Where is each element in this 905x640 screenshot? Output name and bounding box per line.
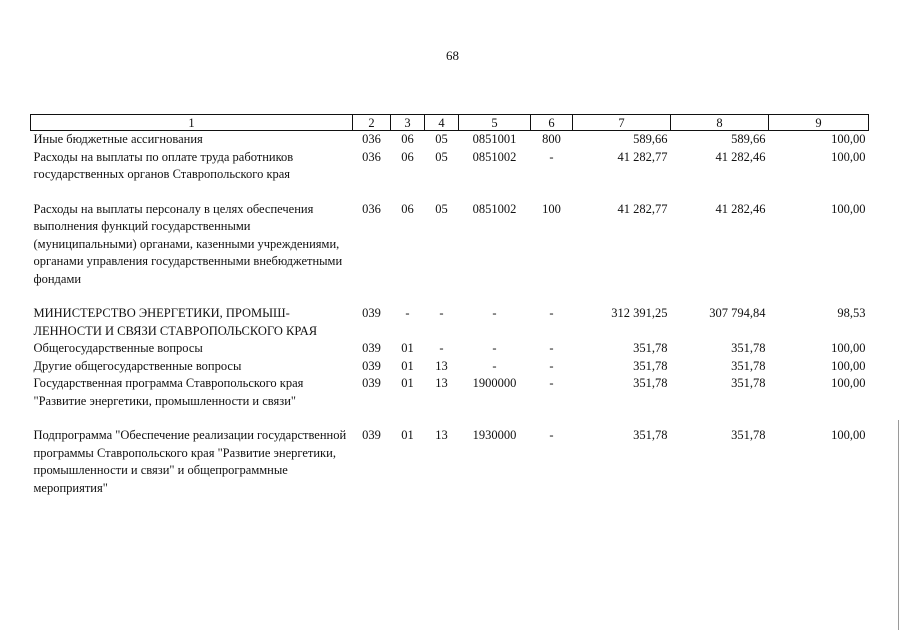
- row-c5: 0851001: [472, 132, 517, 146]
- header-cell-3: 3: [391, 115, 425, 131]
- row-c5: 1930000: [472, 428, 517, 442]
- row-c5: 0851002: [472, 149, 517, 164]
- row-c3: 01: [401, 376, 414, 390]
- row-c9: 100,00: [831, 428, 866, 442]
- row-c8: 307 794,84: [709, 306, 766, 320]
- header-row: [31, 115, 869, 131]
- header-cell-8: 8: [671, 115, 769, 131]
- table-row: [31, 358, 869, 376]
- budget-table: [30, 114, 869, 497]
- row-c8: 351,78: [731, 428, 766, 442]
- row-c8: 589,66: [731, 132, 766, 146]
- row-c9: 100,00: [831, 132, 866, 146]
- row-c6: -: [549, 306, 554, 320]
- header-cell-5: 5: [459, 115, 531, 131]
- row-c3: -: [405, 306, 410, 320]
- row-c7: 312 391,25: [611, 306, 668, 320]
- row-c2: 039: [362, 376, 381, 390]
- row-c6: -: [549, 149, 554, 164]
- row-c4: 13: [435, 428, 448, 442]
- row-c8: 351,78: [731, 376, 766, 390]
- row-c5: -: [492, 306, 497, 320]
- row-c6: -: [549, 358, 554, 373]
- row-c6: 100: [542, 201, 561, 216]
- row-c5: -: [492, 358, 497, 373]
- row-c7: 351,78: [633, 376, 668, 390]
- row-c2: 039: [362, 428, 381, 442]
- row-name: МИНИСТЕРСТВО ЭНЕРГЕТИКИ, ПРОМЫШ-ЛЕННОСТИ И СВЯЗИ СТАВРОПОЛЬСКОГО КРАЯ: [33, 306, 318, 338]
- row-c4: -: [439, 306, 444, 320]
- table-row: [31, 305, 869, 340]
- table-row: [31, 131, 869, 149]
- row-name: Расходы на выплаты по оплате труда работников государственных органов Ставропольского края: [33, 149, 294, 181]
- header-cell-6: 6: [531, 115, 573, 131]
- row-c2: 039: [362, 306, 381, 320]
- row-c4: 13: [435, 358, 448, 373]
- row-c3: 06: [401, 201, 414, 216]
- row-c4: 13: [435, 376, 448, 390]
- table-row: [31, 340, 869, 358]
- row-c4: 05: [435, 201, 448, 216]
- header-cell-2: 2: [353, 115, 391, 131]
- page-number: 68: [446, 48, 459, 63]
- row-name: Государственная программа Ставропольского края "Развитие энергетики, промышленности и связи": [33, 376, 304, 408]
- row-c2: 039: [362, 341, 381, 355]
- row-c7: 589,66: [633, 132, 668, 146]
- row-c7: 351,78: [633, 358, 668, 373]
- row-c3: 01: [401, 428, 414, 442]
- row-c7: 41 282,77: [617, 149, 668, 164]
- row-c7: 41 282,77: [617, 201, 668, 216]
- header-cell-7: 7: [573, 115, 671, 131]
- row-c5: 1900000: [472, 376, 517, 390]
- row-name: Расходы на выплаты персоналу в целях обеспечения выполнения функций государственными (муниципальными) органами, казенными учреждениями, органами управления государственными внебюджетными фондами: [33, 201, 343, 286]
- row-c8: 41 282,46: [715, 149, 766, 164]
- row-c4: 05: [435, 132, 448, 146]
- row-c8: 351,78: [731, 341, 766, 355]
- table-row: [31, 375, 869, 427]
- row-c4: 05: [435, 149, 448, 164]
- row-c7: 351,78: [633, 341, 668, 355]
- header-cell-4: 4: [425, 115, 459, 131]
- row-c6: 800: [542, 132, 561, 146]
- row-c9: 98,53: [837, 306, 866, 320]
- row-name: Другие общегосударственные вопросы: [33, 358, 242, 373]
- row-c2: 036: [362, 201, 381, 216]
- row-c9: 100,00: [831, 358, 866, 373]
- row-c3: 06: [401, 132, 414, 146]
- row-c5: -: [492, 341, 497, 355]
- row-c8: 41 282,46: [715, 201, 766, 216]
- row-c9: 100,00: [831, 341, 866, 355]
- row-name: Подпрограмма "Обеспечение реализации государственной программы Ставропольского края "Развитие энергетики, промышленности и связи" и общепрограммные мероприятия": [33, 428, 347, 495]
- row-c3: 01: [401, 358, 414, 373]
- row-c2: 039: [362, 358, 381, 373]
- row-c5: 0851002: [472, 201, 517, 216]
- row-c4: -: [439, 341, 444, 355]
- row-c6: -: [549, 376, 554, 390]
- table-row: [31, 427, 869, 497]
- header-cell-9: 9: [769, 115, 869, 131]
- row-c3: 01: [401, 341, 414, 355]
- header-cell-1: 1: [31, 115, 353, 131]
- row-name: Иные бюджетные ассигнования: [33, 132, 203, 146]
- row-c6: -: [549, 341, 554, 355]
- table-row: [31, 149, 869, 201]
- table-row: [31, 201, 869, 306]
- row-c7: 351,78: [633, 428, 668, 442]
- row-c2: 036: [362, 132, 381, 146]
- row-name: Общегосударственные вопросы: [33, 341, 203, 355]
- row-c3: 06: [401, 149, 414, 164]
- row-c2: 036: [362, 149, 381, 164]
- row-c9: 100,00: [831, 376, 866, 390]
- row-c9: 100,00: [831, 149, 866, 164]
- row-c8: 351,78: [731, 358, 766, 373]
- row-c9: 100,00: [831, 201, 866, 216]
- scan-edge-line: [898, 420, 899, 630]
- row-c6: -: [549, 428, 554, 442]
